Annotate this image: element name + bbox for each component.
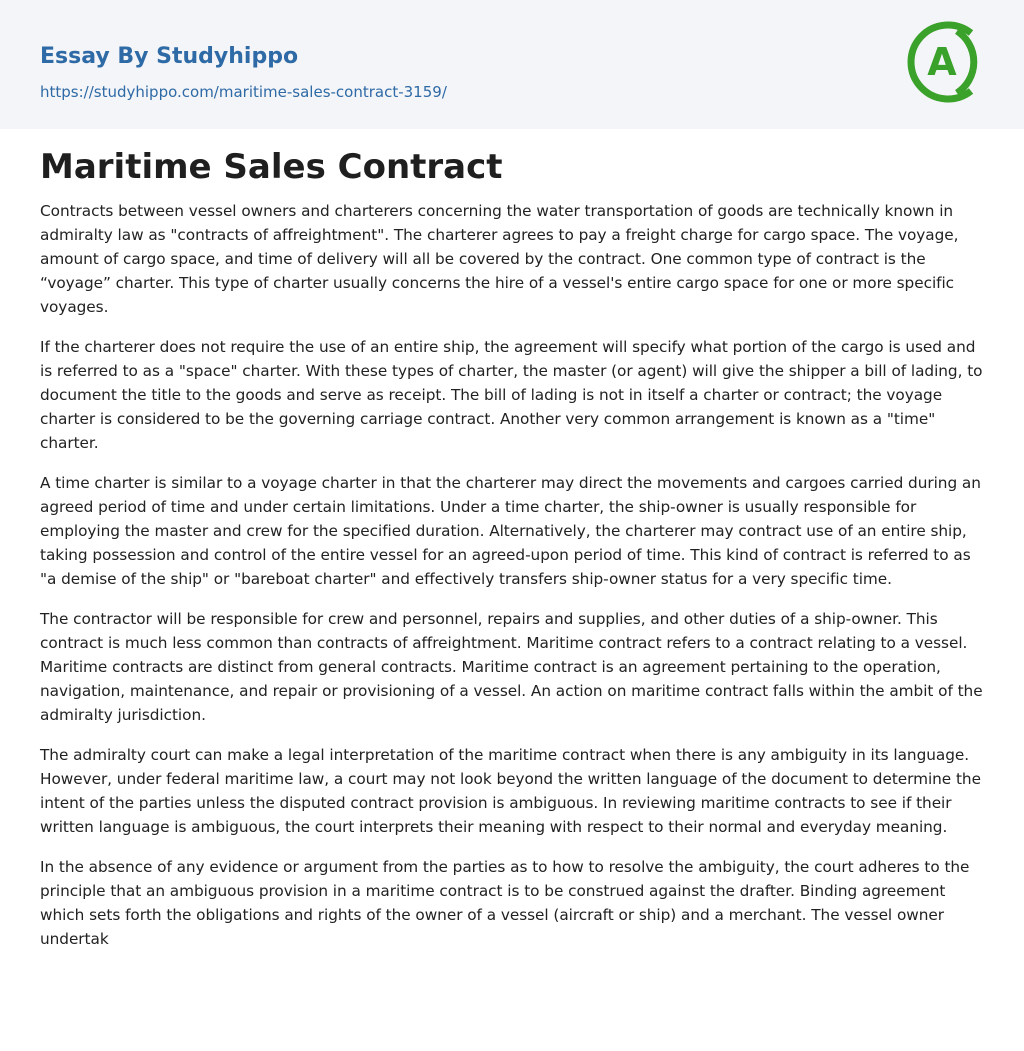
essay-paragraph: The admiralty court can make a legal interpretation of the maritime contract when there is any ambiguity in its language. However, under federal maritime law, a court may not look beyond the written language of the document to determine the intent of the parties unless the disputed contract provision is ambiguous. In reviewing maritime contracts to see if their written language is ambiguous, the court interprets their meaning with respect to their normal and everyday meaning. (40, 746, 981, 836)
page-header (0, 0, 1024, 129)
logo-letter: A (927, 40, 957, 84)
essay-url-link[interactable]: https://studyhippo.com/maritime-sales-contract-3159/ (40, 83, 447, 101)
studyhippo-logo-icon[interactable] (899, 19, 985, 105)
essay-content (0, 145, 1024, 951)
essay-paragraph: If the charterer does not require the use of an entire ship, the agreement will specify what portion of the cargo is used and is referred to as a "space" charter. With these types of charter, the master (or agent) will give the shipper a bill of lading, to document the title to the goods and serve as receipt. The bill of lading is not in itself a charter or contract; the voyage charter is considered to be the governing carriage contract. Another very common arrangement is known as a "time" charter. (40, 338, 983, 452)
essay-paragraph: Contracts between vessel owners and charterers concerning the water transportation of goods are technically known in admiralty law as "contracts of affreightment". The charterer agrees to pay a freight charge for cargo space. The voyage, amount of cargo space, and time of delivery will all be covered by the contract. One common type of contract is the “voyage” charter. This type of charter usually concerns the hire of a vessel's entire cargo space for one or more specific voyages. (40, 202, 959, 316)
essay-paragraph: The contractor will be responsible for crew and personnel, repairs and supplies, and other duties of a ship-owner. This contract is much less common than contracts of affreightment. Maritime contract refers to a contract relating to a vessel. Maritime contracts are distinct from general contracts. Maritime contract is an agreement pertaining to the operation, navigation, maintenance, and repair or provisioning of a vessel. An action on maritime contract falls within the ambit of the admiralty jurisdiction. (40, 610, 983, 724)
essay-paragraph: In the absence of any evidence or argument from the parties as to how to resolve the ambiguity, the court adheres to the principle that an ambiguous provision in a maritime contract is to be construed against the drafter. Binding agreement which sets forth the obligations and rights of the owner of a vessel (aircraft or ship) and a merchant. The vessel owner undertak (40, 858, 970, 948)
site-title: Essay By Studyhippo (40, 44, 299, 69)
essay-paragraph: A time charter is similar to a voyage charter in that the charterer may direct the movements and cargoes carried during an agreed period of time and under certain limitations. Under a time charter, the ship-owner is usually responsible for employing the master and crew for the specified duration. Alternatively, the charterer may contract use of an entire ship, taking possession and control of the entire vessel for an agreed-upon period of time. This kind of contract is referred to as "a demise of the ship" or "bareboat charter" and effectively transfers ship-owner status for a very specific time. (40, 474, 981, 588)
essay-title: Maritime Sales Contract (40, 147, 503, 187)
